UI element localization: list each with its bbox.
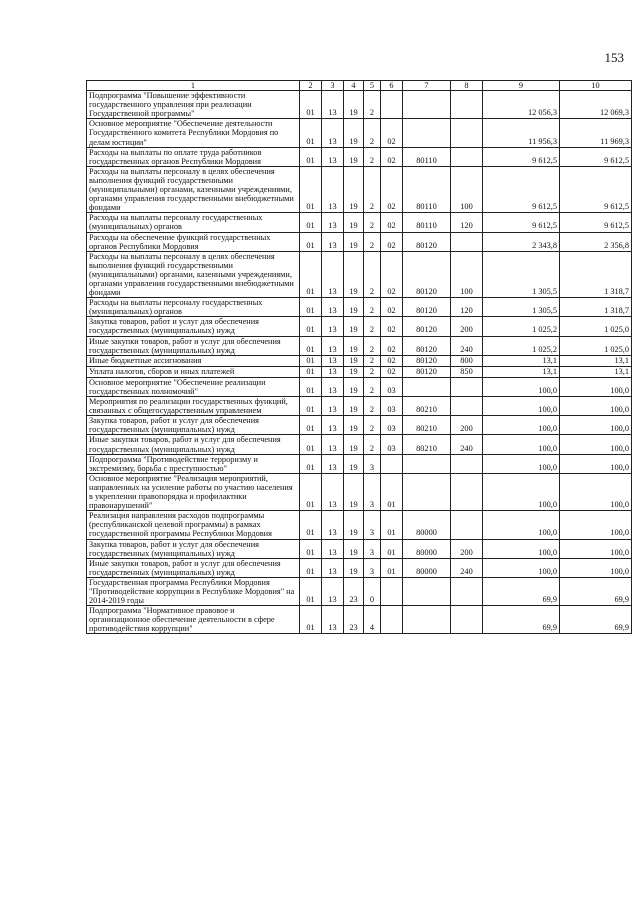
cell-c8	[451, 577, 483, 605]
column-header: 10	[560, 81, 632, 91]
row-name: Расходы на обеспечение функций государственных органов Республики Мордовия	[87, 232, 300, 251]
cell-c2: 01	[300, 147, 322, 166]
cell-c3: 13	[322, 355, 344, 366]
cell-c9: 100,0	[483, 539, 560, 558]
cell-c4: 19	[344, 397, 364, 416]
table-row	[87, 473, 632, 510]
cell-c5: 3	[364, 558, 381, 577]
cell-c9: 1 305,5	[483, 298, 560, 317]
cell-c5: 2	[364, 298, 381, 317]
cell-c2: 01	[300, 473, 322, 510]
cell-c4: 19	[344, 317, 364, 336]
cell-c10: 11 969,3	[560, 119, 632, 147]
cell-c9: 100,0	[483, 416, 560, 435]
column-header: 1	[87, 81, 300, 91]
cell-c4: 23	[344, 577, 364, 605]
cell-c4: 19	[344, 416, 364, 435]
cell-c7: 80210	[403, 397, 451, 416]
column-header: 4	[344, 81, 364, 91]
cell-c2: 01	[300, 213, 322, 232]
cell-c6: 02	[381, 251, 403, 297]
cell-c7	[403, 377, 451, 396]
cell-c8: 200	[451, 416, 483, 435]
cell-c4: 19	[344, 336, 364, 355]
row-name: Уплата налогов, сборов и иных платежей	[87, 366, 300, 377]
row-name: Иные закупки товаров, работ и услуг для обеспечения государственных (муниципальных) нужд	[87, 435, 300, 454]
cell-c6: 02	[381, 317, 403, 336]
cell-c4: 19	[344, 511, 364, 539]
cell-c9: 9 612,5	[483, 147, 560, 166]
cell-c4: 19	[344, 377, 364, 396]
cell-c4: 19	[344, 454, 364, 473]
cell-c6: 01	[381, 539, 403, 558]
cell-c5: 2	[364, 232, 381, 251]
cell-c5: 2	[364, 251, 381, 297]
cell-c9: 1 025,2	[483, 317, 560, 336]
cell-c6: 01	[381, 473, 403, 510]
cell-c6: 02	[381, 119, 403, 147]
column-header: 8	[451, 81, 483, 91]
cell-c3: 13	[322, 166, 344, 212]
cell-c3: 13	[322, 317, 344, 336]
cell-c6: 02	[381, 366, 403, 377]
cell-c3: 13	[322, 147, 344, 166]
cell-c6: 02	[381, 298, 403, 317]
column-header: 7	[403, 81, 451, 91]
cell-c9: 12 056,3	[483, 91, 560, 119]
cell-c10: 9 612,5	[560, 166, 632, 212]
cell-c8	[451, 606, 483, 634]
cell-c5: 4	[364, 606, 381, 634]
cell-c9: 100,0	[483, 377, 560, 396]
cell-c7: 80000	[403, 558, 451, 577]
row-name: Подпрограмма "Противодействие терроризму и экстремизму, борьба с преступностью"	[87, 454, 300, 473]
table-row	[87, 166, 632, 212]
table-row	[87, 558, 632, 577]
cell-c8	[451, 377, 483, 396]
cell-c6: 02	[381, 232, 403, 251]
cell-c2: 01	[300, 539, 322, 558]
cell-c3: 13	[322, 435, 344, 454]
cell-c8: 120	[451, 298, 483, 317]
cell-c2: 01	[300, 298, 322, 317]
cell-c8: 200	[451, 317, 483, 336]
cell-c8: 240	[451, 558, 483, 577]
column-header: 9	[483, 81, 560, 91]
cell-c5: 2	[364, 355, 381, 366]
cell-c5: 2	[364, 397, 381, 416]
cell-c4: 19	[344, 558, 364, 577]
cell-c9: 69,9	[483, 577, 560, 605]
cell-c7: 80110	[403, 147, 451, 166]
table-row	[87, 147, 632, 166]
cell-c5: 2	[364, 317, 381, 336]
cell-c10: 100,0	[560, 539, 632, 558]
table-row	[87, 577, 632, 605]
cell-c2: 01	[300, 232, 322, 251]
cell-c7: 80120	[403, 355, 451, 366]
cell-c3: 13	[322, 511, 344, 539]
row-name: Основное мероприятие "Обеспечение реализации государственных полномочий"	[87, 377, 300, 396]
cell-c2: 01	[300, 416, 322, 435]
cell-c4: 19	[344, 166, 364, 212]
cell-c9: 9 612,5	[483, 166, 560, 212]
cell-c8	[451, 91, 483, 119]
cell-c2: 01	[300, 251, 322, 297]
cell-c6: 03	[381, 377, 403, 396]
cell-c9: 2 343,8	[483, 232, 560, 251]
table-row	[87, 397, 632, 416]
cell-c6	[381, 577, 403, 605]
cell-c8	[451, 232, 483, 251]
cell-c10: 100,0	[560, 377, 632, 396]
cell-c10: 100,0	[560, 397, 632, 416]
cell-c6: 02	[381, 147, 403, 166]
cell-c10: 12 069,3	[560, 91, 632, 119]
row-name: Расходы на выплаты персоналу государственных (муниципальных) органов	[87, 298, 300, 317]
cell-c6	[381, 91, 403, 119]
cell-c8	[451, 454, 483, 473]
column-header: 5	[364, 81, 381, 91]
cell-c4: 23	[344, 606, 364, 634]
cell-c7: 80210	[403, 416, 451, 435]
cell-c2: 01	[300, 511, 322, 539]
cell-c3: 13	[322, 298, 344, 317]
table-row	[87, 454, 632, 473]
cell-c3: 13	[322, 539, 344, 558]
cell-c7: 80210	[403, 435, 451, 454]
cell-c10: 100,0	[560, 558, 632, 577]
row-name: Иные закупки товаров, работ и услуг для обеспечения государственных (муниципальных) нужд	[87, 336, 300, 355]
cell-c6: 02	[381, 355, 403, 366]
row-name: Расходы на выплаты по оплате труда работников государственных органов Республики Мордовия	[87, 147, 300, 166]
cell-c7	[403, 606, 451, 634]
cell-c8: 240	[451, 336, 483, 355]
table-row	[87, 91, 632, 119]
cell-c6	[381, 606, 403, 634]
cell-c8: 850	[451, 366, 483, 377]
table-row	[87, 298, 632, 317]
cell-c7: 80000	[403, 539, 451, 558]
cell-c10: 9 612,5	[560, 147, 632, 166]
cell-c2: 01	[300, 606, 322, 634]
row-name: Иные закупки товаров, работ и услуг для обеспечения государственных (муниципальных) нужд	[87, 558, 300, 577]
table-row	[87, 511, 632, 539]
cell-c9: 100,0	[483, 397, 560, 416]
row-name: Подпрограмма "Нормативное правовое и организационное обеспечение деятельности в сфере противодействия коррупции"	[87, 606, 300, 634]
cell-c5: 3	[364, 539, 381, 558]
cell-c8: 100	[451, 166, 483, 212]
cell-c8: 800	[451, 355, 483, 366]
cell-c7: 80110	[403, 166, 451, 212]
cell-c5: 2	[364, 91, 381, 119]
cell-c2: 01	[300, 397, 322, 416]
cell-c4: 19	[344, 355, 364, 366]
cell-c8	[451, 473, 483, 510]
table-row	[87, 366, 632, 377]
cell-c3: 13	[322, 577, 344, 605]
cell-c8	[451, 397, 483, 416]
cell-c4: 19	[344, 251, 364, 297]
cell-c3: 13	[322, 366, 344, 377]
cell-c9: 1 025,2	[483, 336, 560, 355]
cell-c4: 19	[344, 213, 364, 232]
cell-c3: 13	[322, 397, 344, 416]
cell-c8: 200	[451, 539, 483, 558]
row-name: Иные бюджетные ассигнования	[87, 355, 300, 366]
table-row	[87, 416, 632, 435]
cell-c9: 69,9	[483, 606, 560, 634]
table-row	[87, 435, 632, 454]
cell-c2: 01	[300, 119, 322, 147]
cell-c7: 80120	[403, 232, 451, 251]
row-name: Основное мероприятие "Обеспечение деятельности Государственного комитета Республики Мордовия по делам юстиции"	[87, 119, 300, 147]
cell-c5: 2	[364, 435, 381, 454]
cell-c10: 1 318,7	[560, 251, 632, 297]
table-header-row	[87, 81, 632, 91]
cell-c2: 01	[300, 317, 322, 336]
cell-c7: 80000	[403, 511, 451, 539]
cell-c3: 13	[322, 473, 344, 510]
cell-c2: 01	[300, 355, 322, 366]
row-name: Закупка товаров, работ и услуг для обеспечения государственных (муниципальных) нужд	[87, 539, 300, 558]
cell-c4: 19	[344, 298, 364, 317]
cell-c3: 13	[322, 91, 344, 119]
cell-c2: 01	[300, 336, 322, 355]
cell-c2: 01	[300, 91, 322, 119]
cell-c9: 100,0	[483, 454, 560, 473]
cell-c9: 13,1	[483, 355, 560, 366]
cell-c10: 1 318,7	[560, 298, 632, 317]
row-name: Расходы на выплаты персоналу государственных (муниципальных) органов	[87, 213, 300, 232]
cell-c5: 2	[364, 166, 381, 212]
cell-c4: 19	[344, 119, 364, 147]
cell-c5: 3	[364, 473, 381, 510]
cell-c6: 02	[381, 213, 403, 232]
cell-c5: 3	[364, 511, 381, 539]
cell-c10: 100,0	[560, 473, 632, 510]
cell-c8	[451, 147, 483, 166]
row-name: Государственная программа Республики Мордовия "Противодействие коррупции в Республике Мордовия" на 2014-2019 годы	[87, 577, 300, 605]
cell-c3: 13	[322, 213, 344, 232]
cell-c7	[403, 454, 451, 473]
cell-c10: 13,1	[560, 366, 632, 377]
cell-c7: 80120	[403, 366, 451, 377]
cell-c5: 2	[364, 213, 381, 232]
cell-c3: 13	[322, 336, 344, 355]
budget-table	[86, 80, 632, 634]
cell-c10: 100,0	[560, 416, 632, 435]
cell-c10: 1 025,0	[560, 317, 632, 336]
cell-c8	[451, 511, 483, 539]
cell-c9: 100,0	[483, 558, 560, 577]
cell-c9: 11 956,3	[483, 119, 560, 147]
cell-c4: 19	[344, 91, 364, 119]
cell-c10: 100,0	[560, 435, 632, 454]
cell-c4: 19	[344, 232, 364, 251]
cell-c4: 19	[344, 539, 364, 558]
row-name: Подпрограмма "Повышение эффективности государственного управления при реализации Государственной программы"	[87, 91, 300, 119]
cell-c8: 120	[451, 213, 483, 232]
cell-c8: 240	[451, 435, 483, 454]
cell-c10: 1 025,0	[560, 336, 632, 355]
table-row	[87, 317, 632, 336]
table-row	[87, 213, 632, 232]
cell-c3: 13	[322, 416, 344, 435]
cell-c5: 2	[364, 336, 381, 355]
cell-c2: 01	[300, 377, 322, 396]
table-row	[87, 251, 632, 297]
cell-c10: 13,1	[560, 355, 632, 366]
row-name: Мероприятия по реализации государственных функций, связанных с общегосударственным управлением	[87, 397, 300, 416]
cell-c6: 02	[381, 166, 403, 212]
page-number: 153	[604, 50, 624, 65]
cell-c9: 9 612,5	[483, 213, 560, 232]
cell-c2: 01	[300, 435, 322, 454]
cell-c6: 01	[381, 511, 403, 539]
cell-c3: 13	[322, 119, 344, 147]
cell-c5: 3	[364, 454, 381, 473]
cell-c7: 80120	[403, 251, 451, 297]
row-name: Реализация направления расходов подпрограммы (республиканской целевой программы) в рамках государственной программы Республики Мордовия	[87, 511, 300, 539]
cell-c3: 13	[322, 232, 344, 251]
cell-c5: 2	[364, 416, 381, 435]
cell-c10: 69,9	[560, 577, 632, 605]
row-name: Расходы на выплаты персоналу в целях обеспечения выполнения функций государственными (муниципальными) органами, казенными учреждениями, органами управления государственными внебюджетными фондами	[87, 251, 300, 297]
cell-c9: 100,0	[483, 435, 560, 454]
cell-c6: 03	[381, 416, 403, 435]
table-row	[87, 377, 632, 396]
cell-c10: 100,0	[560, 454, 632, 473]
cell-c4: 19	[344, 147, 364, 166]
cell-c7: 80120	[403, 298, 451, 317]
table-row	[87, 539, 632, 558]
cell-c3: 13	[322, 377, 344, 396]
cell-c10: 9 612,5	[560, 213, 632, 232]
table-row	[87, 119, 632, 147]
table-row	[87, 355, 632, 366]
cell-c3: 13	[322, 251, 344, 297]
cell-c5: 2	[364, 377, 381, 396]
cell-c9: 1 305,5	[483, 251, 560, 297]
cell-c2: 01	[300, 558, 322, 577]
cell-c3: 13	[322, 454, 344, 473]
cell-c10: 69,9	[560, 606, 632, 634]
cell-c7: 80110	[403, 213, 451, 232]
cell-c4: 19	[344, 435, 364, 454]
row-name: Закупка товаров, работ и услуг для обеспечения государственных (муниципальных) нужд	[87, 416, 300, 435]
cell-c4: 19	[344, 366, 364, 377]
cell-c6: 01	[381, 558, 403, 577]
table-row	[87, 336, 632, 355]
cell-c9: 100,0	[483, 473, 560, 510]
row-name: Закупка товаров, работ и услуг для обеспечения государственных (муниципальных) нужд	[87, 317, 300, 336]
cell-c5: 2	[364, 119, 381, 147]
row-name: Основное мероприятие "Реализация мероприятий, направленных на усиление работы по участию населения в укреплении правопорядка и профилактики правонарушений"	[87, 473, 300, 510]
cell-c10: 100,0	[560, 511, 632, 539]
table-row	[87, 606, 632, 634]
cell-c7	[403, 119, 451, 147]
column-header: 6	[381, 81, 403, 91]
table-row	[87, 232, 632, 251]
cell-c10: 2 356,8	[560, 232, 632, 251]
cell-c2: 01	[300, 366, 322, 377]
cell-c5: 2	[364, 366, 381, 377]
row-name: Расходы на выплаты персоналу в целях обеспечения выполнения функций государственными (муниципальными) органами, казенными учреждениями, органами управления государственными внебюджетными фондами	[87, 166, 300, 212]
cell-c7	[403, 473, 451, 510]
cell-c6: 03	[381, 397, 403, 416]
cell-c4: 19	[344, 473, 364, 510]
cell-c5: 2	[364, 147, 381, 166]
cell-c2: 01	[300, 577, 322, 605]
cell-c7: 80120	[403, 336, 451, 355]
cell-c2: 01	[300, 454, 322, 473]
cell-c6: 03	[381, 435, 403, 454]
cell-c7: 80120	[403, 317, 451, 336]
cell-c7	[403, 577, 451, 605]
cell-c5: 0	[364, 577, 381, 605]
cell-c8	[451, 119, 483, 147]
cell-c3: 13	[322, 606, 344, 634]
column-header: 2	[300, 81, 322, 91]
cell-c9: 13,1	[483, 366, 560, 377]
cell-c7	[403, 91, 451, 119]
cell-c3: 13	[322, 558, 344, 577]
cell-c6	[381, 454, 403, 473]
cell-c9: 100,0	[483, 511, 560, 539]
cell-c2: 01	[300, 166, 322, 212]
cell-c8: 100	[451, 251, 483, 297]
cell-c6: 02	[381, 336, 403, 355]
column-header: 3	[322, 81, 344, 91]
